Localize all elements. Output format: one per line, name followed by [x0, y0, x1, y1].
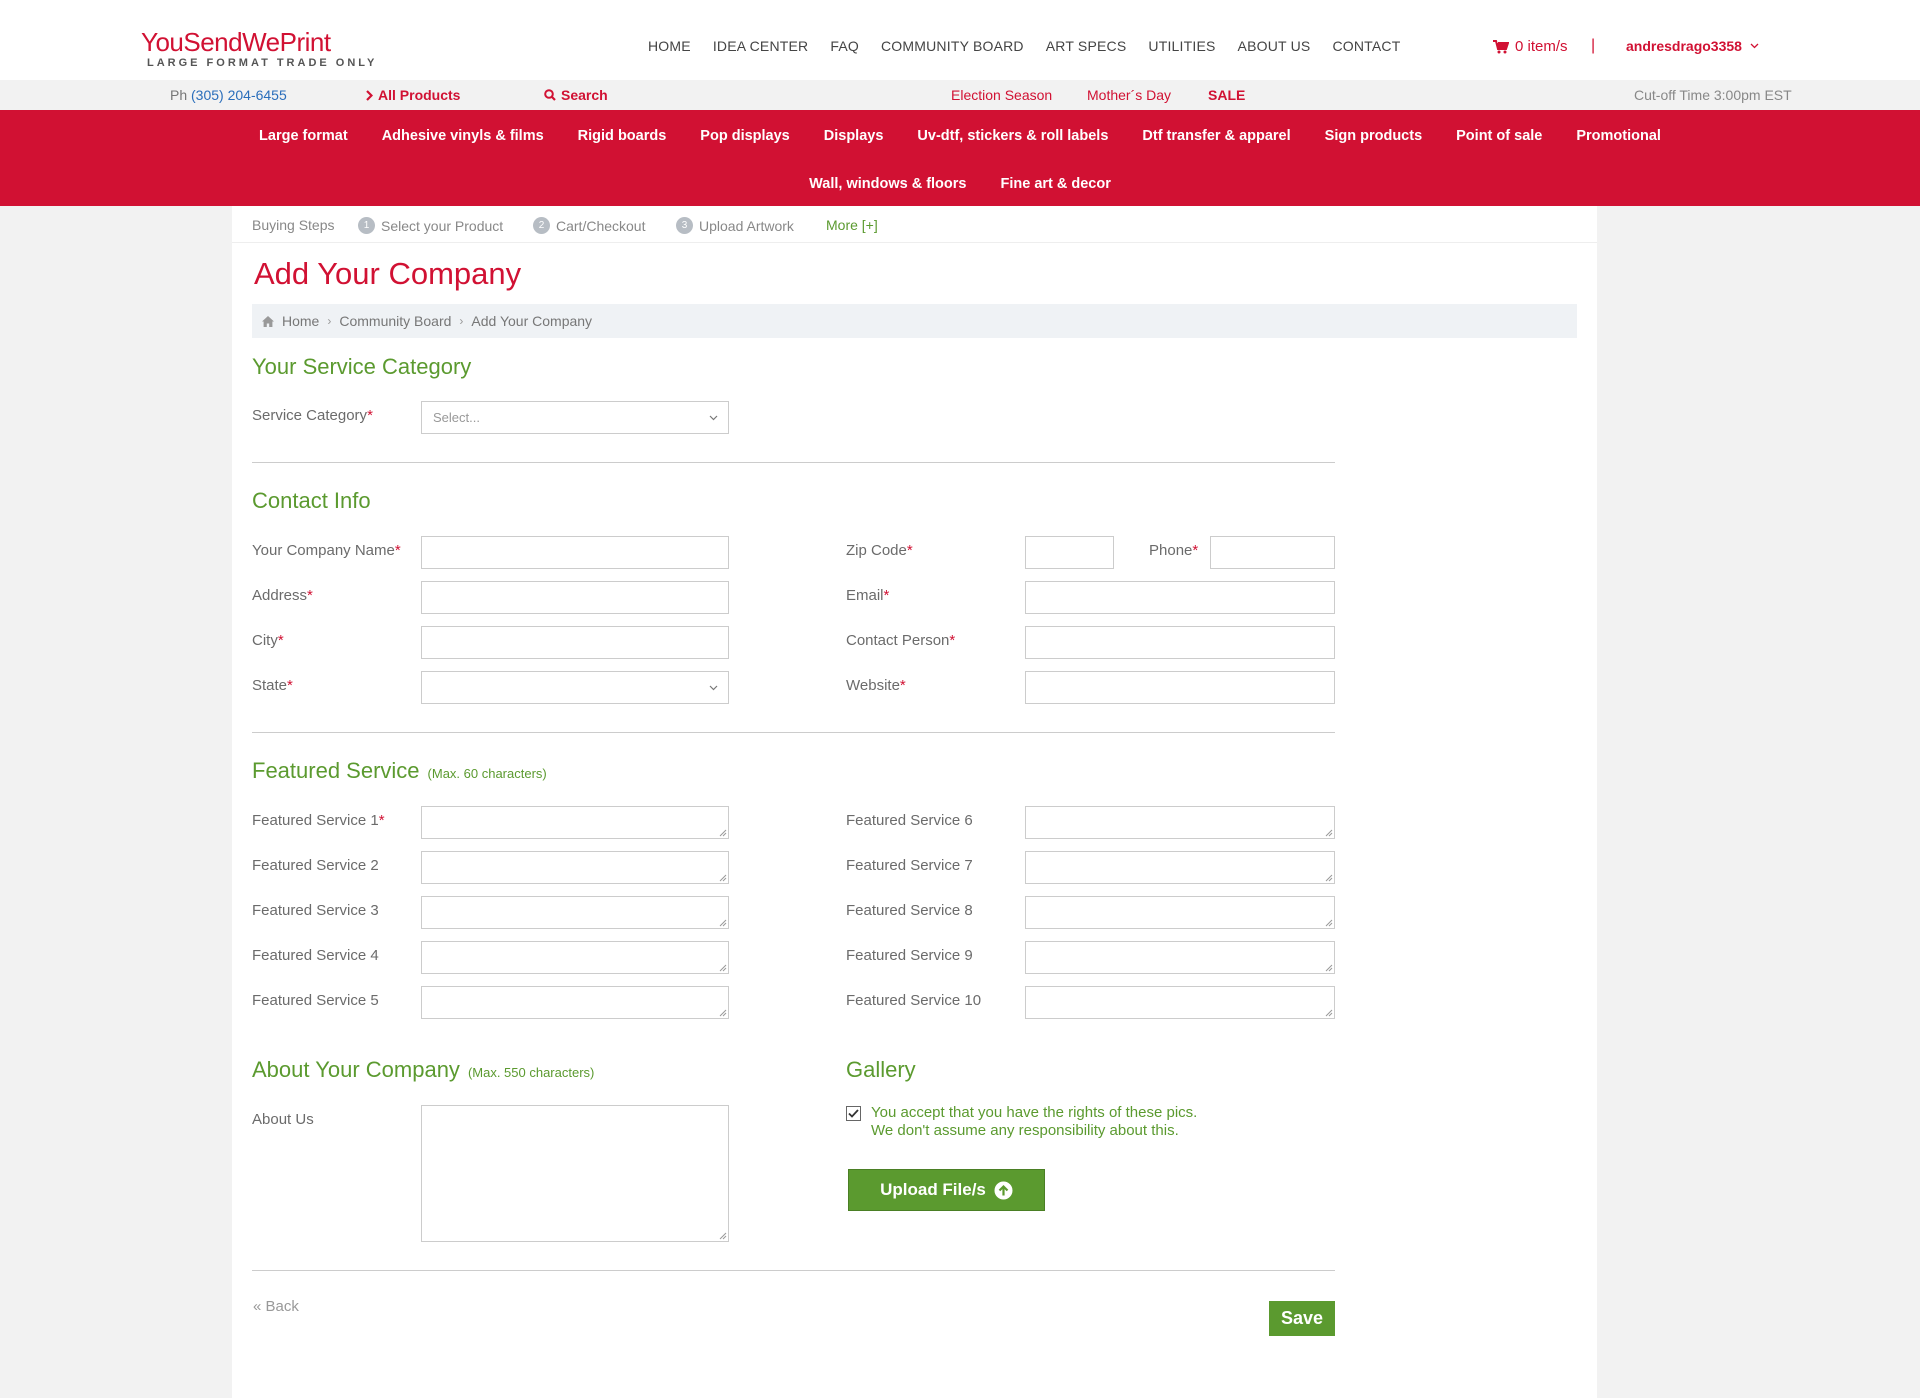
- rights-text-line2: We don't assume any responsibility about this.: [871, 1122, 1179, 1139]
- required-marker: *: [307, 587, 313, 604]
- all-products-link[interactable]: [366, 87, 460, 103]
- featured-service-8-input[interactable]: [1025, 896, 1335, 929]
- category-pop-displays[interactable]: Pop displays: [700, 128, 790, 144]
- page-title: Add Your Company: [254, 256, 522, 291]
- utility-bar: [0, 80, 1920, 110]
- upload-arrow-icon: [994, 1181, 1013, 1200]
- chevron-right-icon: [366, 90, 373, 101]
- breadcrumb-chevron-icon: ›: [459, 314, 464, 328]
- category-bar: [0, 110, 1920, 206]
- contact-person-label: [846, 632, 955, 649]
- featured-service-1-label: [252, 812, 385, 829]
- site-header: [0, 0, 1920, 80]
- featured-service-9-input[interactable]: [1025, 941, 1335, 974]
- upload-files-label: Upload File/s: [880, 1180, 986, 1199]
- company-name-input[interactable]: [421, 536, 729, 569]
- step-number: 3: [676, 217, 693, 234]
- nav-faq[interactable]: FAQ: [830, 38, 859, 54]
- section-divider: [252, 462, 1335, 463]
- rights-text: [871, 1104, 1197, 1140]
- step-upload-artwork[interactable]: [676, 217, 794, 234]
- about-company-hint: (Max. 550 characters): [467, 1065, 595, 1080]
- top-nav: [648, 38, 1423, 54]
- city-label: [252, 632, 284, 649]
- chevron-down-icon: [1750, 43, 1759, 49]
- resize-grip-icon: [719, 1232, 727, 1240]
- city-input[interactable]: [421, 626, 729, 659]
- chevron-down-icon: [709, 413, 718, 422]
- address-input[interactable]: [421, 581, 729, 614]
- home-icon: [262, 316, 274, 327]
- featured-service-2-label: Featured Service 2: [252, 857, 379, 874]
- logo-name: YouSendWePrint: [141, 27, 331, 57]
- category-row-1: [0, 128, 1920, 144]
- search-label: Search: [561, 87, 608, 103]
- category-large-format[interactable]: Large format: [259, 128, 348, 144]
- resize-grip-icon: [1325, 1009, 1333, 1017]
- featured-service-7-label: Featured Service 7: [846, 857, 973, 874]
- section-divider: [252, 1270, 1335, 1271]
- user-name: andresdrago3358: [1626, 38, 1742, 54]
- contact-person-label-text: Contact Person: [846, 632, 950, 649]
- resize-grip-icon: [1325, 964, 1333, 972]
- about-us-label: About Us: [252, 1111, 314, 1128]
- email-label-text: Email: [846, 587, 884, 604]
- featured-service-10-label: Featured Service 10: [846, 992, 982, 1009]
- featured-service-10-input[interactable]: [1025, 986, 1335, 1019]
- breadcrumb-chevron-icon: ›: [327, 314, 332, 328]
- phone-info: [170, 87, 287, 103]
- state-label-text: State: [252, 677, 288, 694]
- buying-steps: [232, 206, 1597, 243]
- cart-link[interactable]: [1493, 38, 1568, 55]
- breadcrumb: [252, 304, 1577, 338]
- phone-prefix: Ph: [170, 87, 188, 103]
- featured-service-title-text: Featured Service: [252, 758, 420, 783]
- company-name-label: [252, 542, 401, 559]
- category-adhesive-vinyls[interactable]: Adhesive vinyls & films: [381, 128, 544, 144]
- search-icon: [544, 89, 556, 101]
- phone-label: [1149, 542, 1198, 559]
- resize-grip-icon: [719, 964, 727, 972]
- step-cart-checkout[interactable]: [533, 217, 645, 234]
- promo-mothers-day[interactable]: Mother´s Day: [1087, 87, 1172, 103]
- save-button[interactable]: Save: [1269, 1301, 1335, 1336]
- about-company-title: [252, 1057, 594, 1083]
- service-category-select[interactable]: [421, 401, 729, 434]
- back-link[interactable]: « Back: [253, 1298, 299, 1315]
- website-input[interactable]: [1025, 671, 1335, 704]
- featured-service-9-label: Featured Service 9: [846, 947, 973, 964]
- breadcrumb-community-board[interactable]: Community Board: [339, 313, 452, 329]
- cutoff-time: Cut-off Time 3:00pm EST: [1634, 87, 1792, 103]
- email-input[interactable]: [1025, 581, 1335, 614]
- cart-count: 0 item/s: [1515, 38, 1568, 55]
- featured-service-4-label: Featured Service 4: [252, 947, 379, 964]
- nav-contact[interactable]: CONTACT: [1332, 38, 1401, 54]
- nav-art-specs[interactable]: ART SPECS: [1045, 38, 1127, 54]
- step-label: Upload Artwork: [699, 217, 794, 234]
- zip-input[interactable]: [1025, 536, 1114, 569]
- service-category-label-text: Service Category: [252, 407, 368, 424]
- promo-sale[interactable]: SALE: [1208, 87, 1246, 103]
- about-us-textarea[interactable]: [421, 1105, 729, 1242]
- rights-checkbox[interactable]: [846, 1106, 861, 1121]
- required-marker: *: [1192, 542, 1199, 559]
- phone-input[interactable]: [1210, 536, 1335, 569]
- contact-info-title: Contact Info: [252, 488, 371, 513]
- header-separator: |: [1591, 37, 1596, 54]
- resize-grip-icon: [719, 874, 727, 882]
- required-marker: *: [277, 632, 284, 649]
- search-link[interactable]: [544, 87, 608, 103]
- category-point-of-sale[interactable]: Point of sale: [1456, 128, 1543, 144]
- nav-idea-center[interactable]: IDEA CENTER: [712, 38, 809, 54]
- about-company-title-text: About Your Company: [252, 1057, 460, 1082]
- featured-service-hint: (Max. 60 characters): [427, 766, 547, 781]
- step-label: Cart/Checkout: [556, 217, 646, 234]
- steps-more-link[interactable]: More [+]: [826, 217, 878, 233]
- featured-service-6-input[interactable]: [1025, 806, 1335, 839]
- logo-tagline: LARGE FORMAT TRADE ONLY: [147, 57, 378, 69]
- category-row-2: [0, 176, 1920, 192]
- phone-number[interactable]: (305) 204-6455: [191, 87, 287, 103]
- nav-about-us[interactable]: ABOUT US: [1237, 38, 1311, 54]
- phone-label-text: Phone: [1149, 542, 1193, 559]
- featured-service-3-label: Featured Service 3: [252, 902, 379, 919]
- required-marker: *: [367, 407, 373, 424]
- gallery-title: Gallery: [846, 1057, 916, 1082]
- service-category-label: [252, 407, 373, 424]
- featured-service-5-label: Featured Service 5: [252, 992, 379, 1009]
- user-menu[interactable]: [1626, 38, 1759, 54]
- resize-grip-icon: [719, 919, 727, 927]
- required-marker: *: [394, 542, 401, 559]
- address-label: [252, 587, 313, 604]
- section-divider: [252, 732, 1335, 733]
- required-marker: *: [949, 632, 956, 649]
- breadcrumb-home[interactable]: Home: [282, 313, 320, 329]
- chevron-down-icon: [709, 683, 718, 692]
- service-category-title: Your Service Category: [252, 354, 472, 379]
- category-sign-products[interactable]: Sign products: [1324, 128, 1423, 144]
- step-number: 2: [533, 217, 550, 234]
- featured-service-8-label: Featured Service 8: [846, 902, 973, 919]
- resize-grip-icon: [1325, 919, 1333, 927]
- rights-acceptance: [846, 1104, 1197, 1140]
- category-dtf-transfer[interactable]: Dtf transfer & apparel: [1142, 128, 1291, 144]
- featured-service-7-input[interactable]: [1025, 851, 1335, 884]
- rights-text-line1: You accept that you have the rights of these pics.: [871, 1104, 1198, 1121]
- service-category-placeholder: Select...: [433, 410, 480, 425]
- nav-community-board[interactable]: COMMUNITY BOARD: [880, 38, 1024, 54]
- resize-grip-icon: [719, 1009, 727, 1017]
- step-label: Select your Product: [381, 217, 504, 234]
- resize-grip-icon: [1325, 829, 1333, 837]
- city-label-text: City: [252, 632, 278, 649]
- nav-utilities[interactable]: UTILITIES: [1148, 38, 1216, 54]
- required-marker: *: [883, 587, 890, 604]
- required-marker: *: [899, 677, 906, 694]
- promo-election-season[interactable]: Election Season: [951, 87, 1053, 103]
- featured-service-label-text: Featured Service 1: [252, 812, 379, 829]
- featured-service-2-input[interactable]: [421, 851, 729, 884]
- featured-service-6-label: Featured Service 6: [846, 812, 973, 829]
- category-uv-dtf[interactable]: Uv-dtf, stickers & roll labels: [917, 128, 1109, 144]
- featured-service-1-input[interactable]: [421, 806, 729, 839]
- zip-label: [846, 542, 913, 559]
- cart-icon: [1493, 40, 1509, 54]
- resize-grip-icon: [1325, 874, 1333, 882]
- company-name-label-text: Your Company Name: [252, 542, 395, 559]
- email-label: [846, 587, 889, 604]
- required-marker: *: [378, 812, 385, 829]
- state-label: [252, 677, 293, 694]
- featured-service-5-input[interactable]: [421, 986, 729, 1019]
- site-logo[interactable]: [141, 28, 377, 70]
- category-promotional[interactable]: Promotional: [1576, 128, 1661, 144]
- featured-service-title: [252, 758, 547, 784]
- category-displays[interactable]: Displays: [823, 128, 884, 144]
- resize-grip-icon: [719, 829, 727, 837]
- category-fine-art-decor[interactable]: Fine art & decor: [1000, 176, 1111, 192]
- checkmark-icon: [848, 1109, 859, 1118]
- all-products-label: All Products: [378, 87, 461, 103]
- featured-service-3-input[interactable]: [421, 896, 729, 929]
- required-marker: *: [906, 542, 913, 559]
- required-marker: *: [287, 677, 293, 694]
- step-select-product[interactable]: [358, 217, 503, 234]
- buying-steps-label: Buying Steps: [252, 217, 335, 233]
- website-label-text: Website: [846, 677, 900, 694]
- upload-files-button[interactable]: [848, 1169, 1045, 1211]
- category-rigid-boards[interactable]: Rigid boards: [577, 128, 667, 144]
- breadcrumb-current: Add Your Company: [471, 313, 593, 329]
- category-wall-windows-floors[interactable]: Wall, windows & floors: [809, 176, 967, 192]
- address-label-text: Address: [252, 587, 308, 604]
- step-number: 1: [358, 217, 375, 234]
- nav-home[interactable]: HOME: [648, 38, 691, 54]
- main-panel: [232, 206, 1597, 1398]
- zip-label-text: Zip Code: [846, 542, 907, 559]
- state-select[interactable]: [421, 671, 729, 704]
- website-label: [846, 677, 906, 694]
- featured-service-4-input[interactable]: [421, 941, 729, 974]
- contact-person-input[interactable]: [1025, 626, 1335, 659]
